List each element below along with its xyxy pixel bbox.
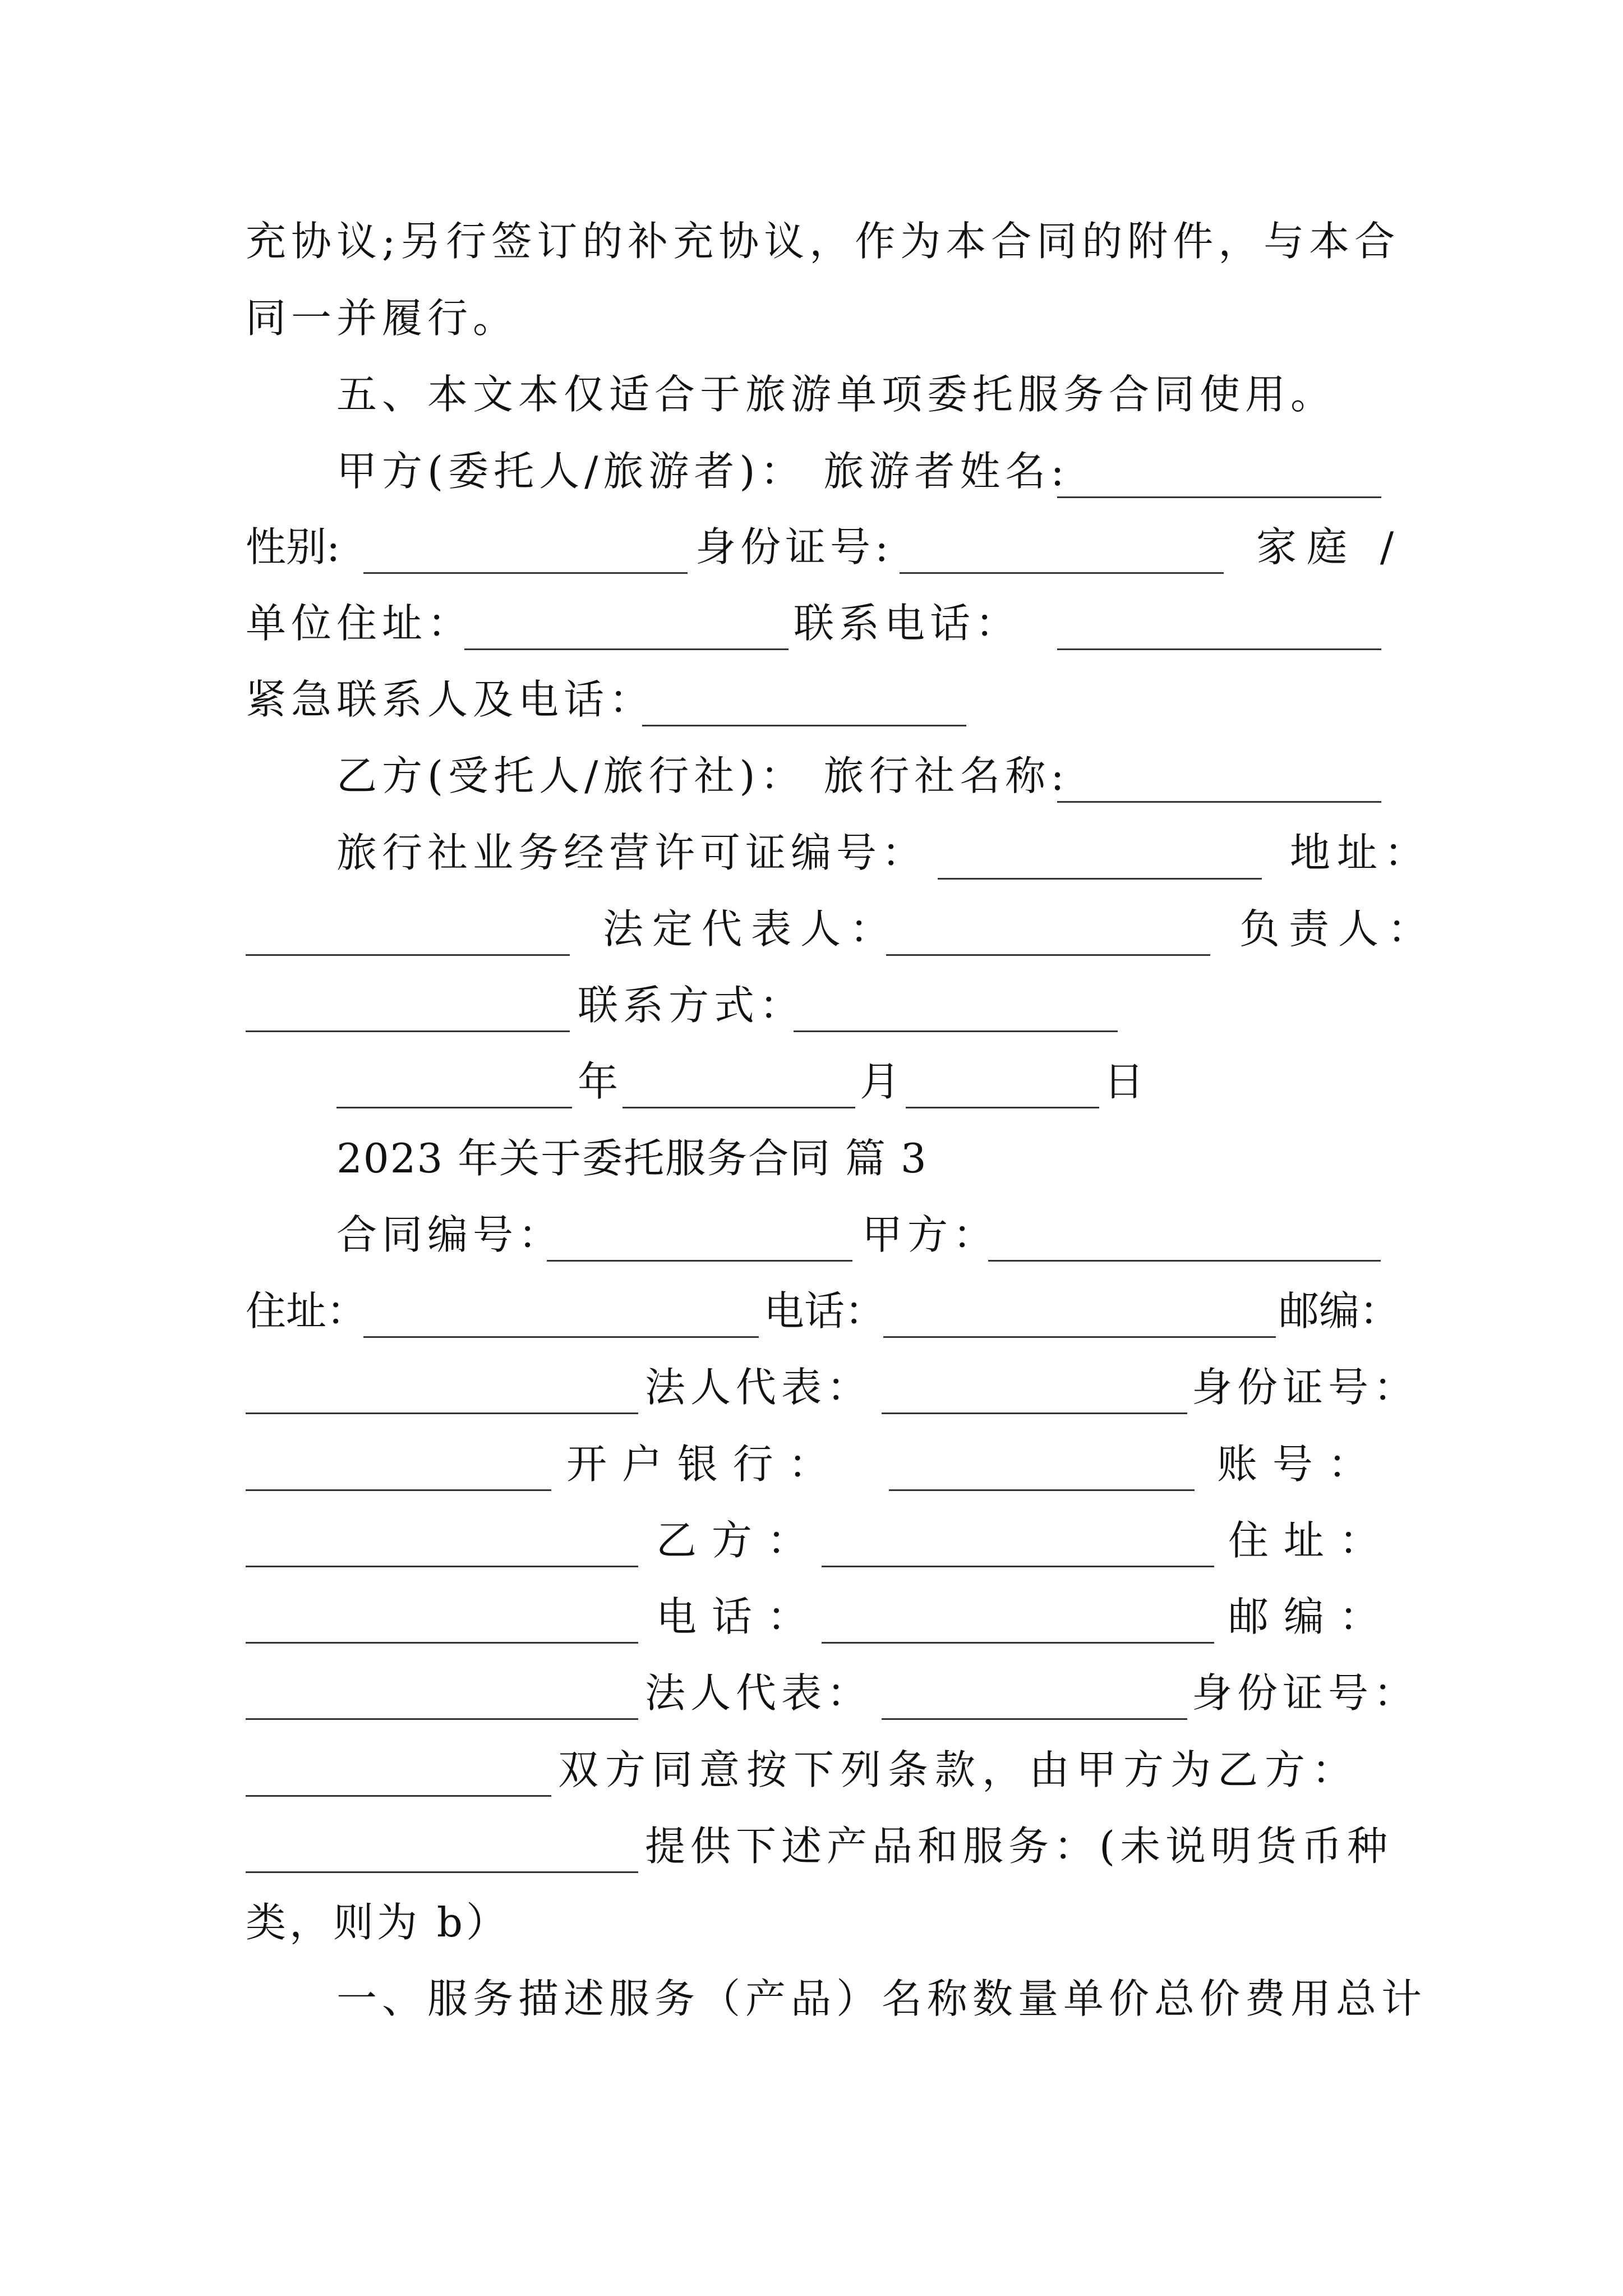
field-label: 乙 方 ： <box>656 1517 809 1564</box>
fill-in-blank <box>623 1107 855 1108</box>
field-label: 法人代表： <box>645 1669 873 1717</box>
fill-in-blank <box>889 1489 1195 1491</box>
field-label: 法定代表人： <box>603 905 900 953</box>
fill-in-blank <box>900 572 1224 574</box>
field-label: 地址： <box>1290 829 1432 876</box>
fill-in-blank <box>246 1718 638 1720</box>
field-label: 身份证号: <box>695 523 893 570</box>
field-label: 法人代表： <box>645 1364 873 1411</box>
paragraph-text: 双方同意按下列条款，由甲方为乙方： <box>558 1746 1359 1793</box>
fill-in-blank <box>246 954 570 956</box>
field-label: 电话： <box>764 1287 886 1335</box>
field-label: 负责人： <box>1239 905 1437 953</box>
fill-in-blank <box>547 1260 852 1262</box>
fill-in-blank <box>906 1107 1099 1108</box>
field-label: 合同编号： <box>336 1211 564 1258</box>
date-year-label: 年 <box>578 1058 619 1105</box>
date-month-label: 月 <box>860 1058 901 1105</box>
field-label: 联系方式： <box>578 982 805 1029</box>
field-label: 住 址 ： <box>1228 1517 1381 1564</box>
field-label: 紧急联系人及电话： <box>246 676 655 723</box>
fill-in-blank <box>246 1412 638 1414</box>
fill-in-blank <box>886 954 1210 956</box>
field-label: 性别: <box>246 523 340 570</box>
paragraph-text: 同一并履行。 <box>246 295 519 342</box>
field-label: 甲方： <box>862 1211 999 1258</box>
paragraph-text: 提供下述产品和服务：(未说明货币种 <box>645 1823 1393 1870</box>
fill-in-blank <box>246 1030 570 1032</box>
field-label: 单位住址： <box>246 600 473 647</box>
fill-in-blank <box>882 1412 1187 1414</box>
fill-in-blank <box>822 1642 1214 1644</box>
field-label: 旅行社业务经营许可证编号： <box>336 829 928 876</box>
fill-in-blank <box>336 1107 572 1108</box>
paragraph-text: 类，则为 b） <box>246 1899 510 1946</box>
paragraph-text: 五、本文本仅适合于旅游单项委托服务合同使用。 <box>336 371 1336 418</box>
fill-in-blank <box>1057 801 1381 803</box>
field-label: 家庭 / <box>1256 523 1404 570</box>
section-heading: 2023 年关于委托服务合同 篇 3 <box>336 1135 928 1182</box>
fill-in-blank <box>1057 648 1381 650</box>
paragraph-text: 一、服务描述服务（产品）名称数量单价总价费用总计 <box>336 1975 1427 2022</box>
date-day-label: 日 <box>1104 1058 1145 1105</box>
fill-in-blank <box>988 1260 1381 1262</box>
fill-in-blank <box>883 1336 1276 1338</box>
paragraph-text: 充协议;另行签订的补充协议，作为本合同的附件，与本合 <box>246 218 1400 265</box>
field-label: 住址： <box>246 1287 367 1335</box>
fill-in-blank <box>882 1718 1187 1720</box>
field-label: 邮编： <box>1279 1287 1400 1335</box>
fill-in-blank <box>246 1642 638 1644</box>
fill-in-blank <box>246 1489 551 1491</box>
fill-in-blank <box>363 572 688 574</box>
fill-in-blank <box>363 1336 759 1338</box>
fill-in-blank <box>246 1566 638 1567</box>
field-label: 开 户 银 行 ： <box>566 1441 830 1488</box>
field-label: 身份证号： <box>1192 1669 1419 1717</box>
field-label: 邮 编 ： <box>1228 1593 1381 1640</box>
fill-in-blank <box>794 1030 1118 1032</box>
field-label: 账 号 ： <box>1217 1441 1370 1488</box>
fill-in-blank <box>246 1795 551 1797</box>
fill-in-blank <box>246 1871 638 1873</box>
field-label: 电 话 ： <box>656 1593 809 1640</box>
fill-in-blank <box>822 1566 1214 1567</box>
party-b-label: 乙方(受托人/旅行社)： 旅行社名称: <box>336 752 1069 799</box>
field-label: 联系电话： <box>794 600 1021 647</box>
party-a-label: 甲方(委托人/旅游者)： 旅游者姓名: <box>336 448 1069 495</box>
fill-in-blank <box>1057 496 1381 498</box>
fill-in-blank <box>464 648 789 650</box>
fill-in-blank <box>642 725 966 726</box>
field-label: 身份证号： <box>1192 1364 1419 1411</box>
fill-in-blank <box>938 878 1262 880</box>
